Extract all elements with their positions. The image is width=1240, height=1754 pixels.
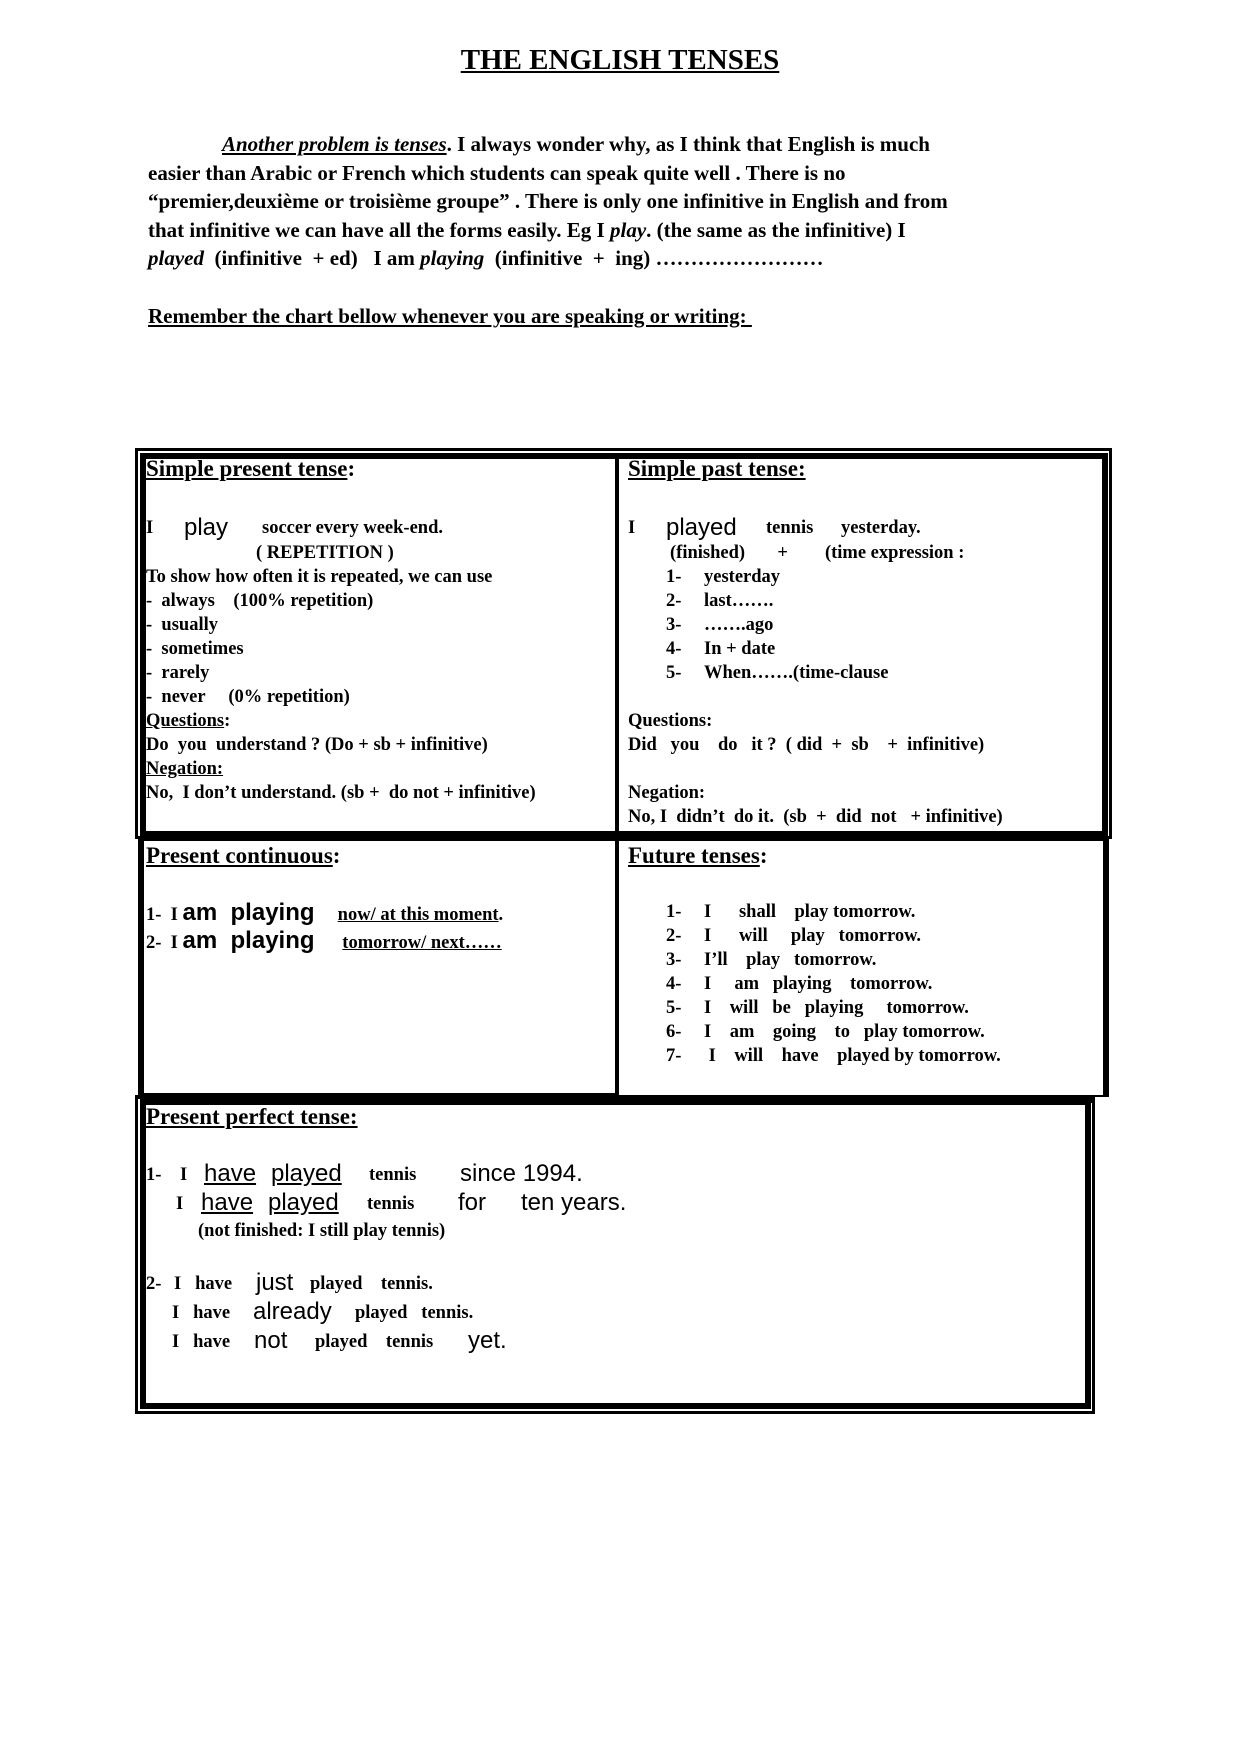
not-word: not (254, 1327, 288, 1354)
intro-word-playing: playing (420, 246, 485, 270)
subject-have: I have (172, 1303, 231, 1323)
time-expression: When…….(time-clause (704, 663, 889, 683)
for-word: for (458, 1189, 487, 1216)
list-number: 6- (666, 1022, 682, 1042)
list-number: 2- (666, 591, 682, 611)
list-number: 1- (146, 905, 162, 925)
questions-text: Did you do it ? ( did + sb + infinitive) (628, 735, 985, 755)
repetition-label: ( REPETITION ) (256, 543, 394, 563)
example-verb: play (184, 514, 229, 541)
time-expression: …….ago (704, 615, 774, 635)
example-subject: I (146, 518, 154, 538)
simple-past-heading: Simple past tense: (628, 456, 806, 481)
future-content (628, 843, 1103, 1093)
time-expression: In + date (704, 639, 776, 659)
intro-line: that infinitive we can have all the forms easily. Eg I (148, 217, 610, 242)
already-word: already (253, 1298, 332, 1325)
present-perfect-heading: Present perfect tense: (146, 1104, 358, 1129)
adverb-item: - sometimes (146, 639, 244, 659)
time-expression: last……. (704, 591, 774, 611)
played-word: played (268, 1189, 339, 1216)
questions-label: Questions: (628, 711, 713, 731)
line-end: played tennis. (355, 1303, 474, 1323)
subject-have: I have (172, 1332, 231, 1352)
have-word: have (204, 1160, 257, 1187)
intro-line: . (the same as the infinitive) I (646, 217, 906, 242)
adverb-item: - rarely (146, 663, 210, 683)
line-tail: . (498, 905, 504, 925)
finished-label: (finished) + (time expression : (670, 543, 965, 563)
negation-text: No, I don’t understand. (sb + do not + infinitive) (146, 783, 536, 803)
have-word: have (201, 1189, 254, 1216)
intro-word-play: play (609, 217, 647, 242)
example-verb: played (666, 514, 737, 541)
simple-present-heading: Simple present tense (146, 456, 348, 481)
example-rest: soccer every week-end. (262, 518, 443, 538)
list-number: 4- (666, 974, 682, 994)
example-subject: I (170, 905, 178, 925)
adverbs-intro: To show how often it is repeated, we can use (146, 567, 493, 587)
just-word: just (256, 1269, 294, 1296)
list-number: 2- (666, 926, 682, 946)
heading-colon: : (332, 843, 341, 868)
questions-text: Do you understand ? (Do + sb + infinitive) (146, 735, 488, 755)
intro-line: (infinitive + ed) I am (203, 246, 421, 270)
future-heading: Future tenses (628, 843, 760, 868)
list-number: 1- (666, 567, 682, 587)
not-finished-note: (not finished: I still play tennis) (198, 1221, 446, 1241)
example-subject: I (628, 518, 636, 538)
present-continuous-content (146, 843, 611, 1093)
adverb-item: - usually (146, 615, 218, 635)
example-rest: tennis yesterday. (766, 518, 921, 538)
line-end: played tennis. (310, 1274, 433, 1294)
present-perfect-content (146, 1104, 1076, 1404)
intro-line: easier than Arabic or French which students can speak quite well . There is no (148, 160, 846, 185)
time-expression: yesterday (704, 567, 781, 587)
time-note: tomorrow/ next…… (342, 933, 502, 953)
future-item: I will play tomorrow. (704, 926, 922, 946)
ten-years-phrase: ten years. (521, 1189, 627, 1216)
reminder-line: Remember the chart bellow whenever you are speaking or writing: (148, 304, 752, 328)
negation-label: Negation: (628, 783, 706, 803)
example-verb: am playing (182, 927, 315, 954)
future-item: I’ll play tomorrow. (704, 950, 877, 970)
future-item: I will be playing tomorrow. (704, 998, 969, 1018)
intro-lead: Another problem is tenses (222, 132, 447, 156)
subject-have: I have (174, 1274, 233, 1294)
intro-line: (infinitive + ing) …………………… (484, 246, 824, 270)
intro-word-played: played (148, 246, 204, 270)
since-phrase: since 1994. (460, 1160, 583, 1187)
future-item: I will have played by tomorrow. (704, 1046, 1001, 1066)
list-number: 2- (146, 933, 162, 953)
list-number: 5- (666, 663, 682, 683)
list-number: 5- (666, 998, 682, 1018)
intro-line: . I always wonder why, as I think that English is much (446, 132, 930, 156)
list-number: 3- (666, 615, 682, 635)
negation-text: No, I didn’t do it. (sb + did not + infinitive) (628, 807, 1003, 827)
example-subject: I (176, 1194, 184, 1214)
adverb-item: - always (100% repetition) (146, 591, 374, 611)
list-number: 4- (666, 639, 682, 659)
list-number: 1- (666, 902, 682, 922)
tennis-word: tennis (367, 1194, 415, 1214)
yet-word: yet. (468, 1327, 507, 1354)
list-number: 3- (666, 950, 682, 970)
tennis-word: tennis (369, 1165, 417, 1185)
list-number: 2- (146, 1274, 162, 1294)
simple-present-content: Simple present tense: I play soccer every week-end. ( REPETITION ) To show how often it is repeated, we can use - always (100% repetition) - usually - sometimes - rarely - never (0% repetition) Questions: Do you understand ? (Do + sb + infinitive) Negation: No, I don’t understand. (sb + do not + infinitive) (146, 456, 536, 803)
present-continuous-heading: Present continuous (146, 843, 333, 868)
list-number: 1- (146, 1165, 162, 1185)
questions-label: Questions (146, 711, 225, 731)
heading-colon: : (347, 456, 356, 481)
list-number: 7- (666, 1046, 682, 1066)
line-middle: played tennis (315, 1332, 434, 1352)
example-subject: I (170, 933, 178, 953)
future-item: I shall play tomorrow. (704, 902, 916, 922)
simple-past-content (628, 456, 1103, 836)
adverb-item: - never (0% repetition) (146, 687, 350, 707)
future-item: I am going to play tomorrow. (704, 1022, 985, 1042)
example-subject: I (180, 1165, 188, 1185)
intro-line: “premier,deuxième or troisième groupe” . There is only one infinitive in English and from (148, 189, 948, 213)
heading-colon: : (759, 843, 768, 868)
played-word: played (271, 1160, 342, 1187)
page-title: THE ENGLISH TENSES (460, 44, 780, 76)
example-verb: am playing (182, 899, 315, 926)
time-note: now/ at this moment (337, 905, 499, 925)
future-item: I am playing tomorrow. (704, 974, 933, 994)
intro-paragraph (148, 130, 1108, 273)
negation-label: Negation: (146, 759, 224, 779)
